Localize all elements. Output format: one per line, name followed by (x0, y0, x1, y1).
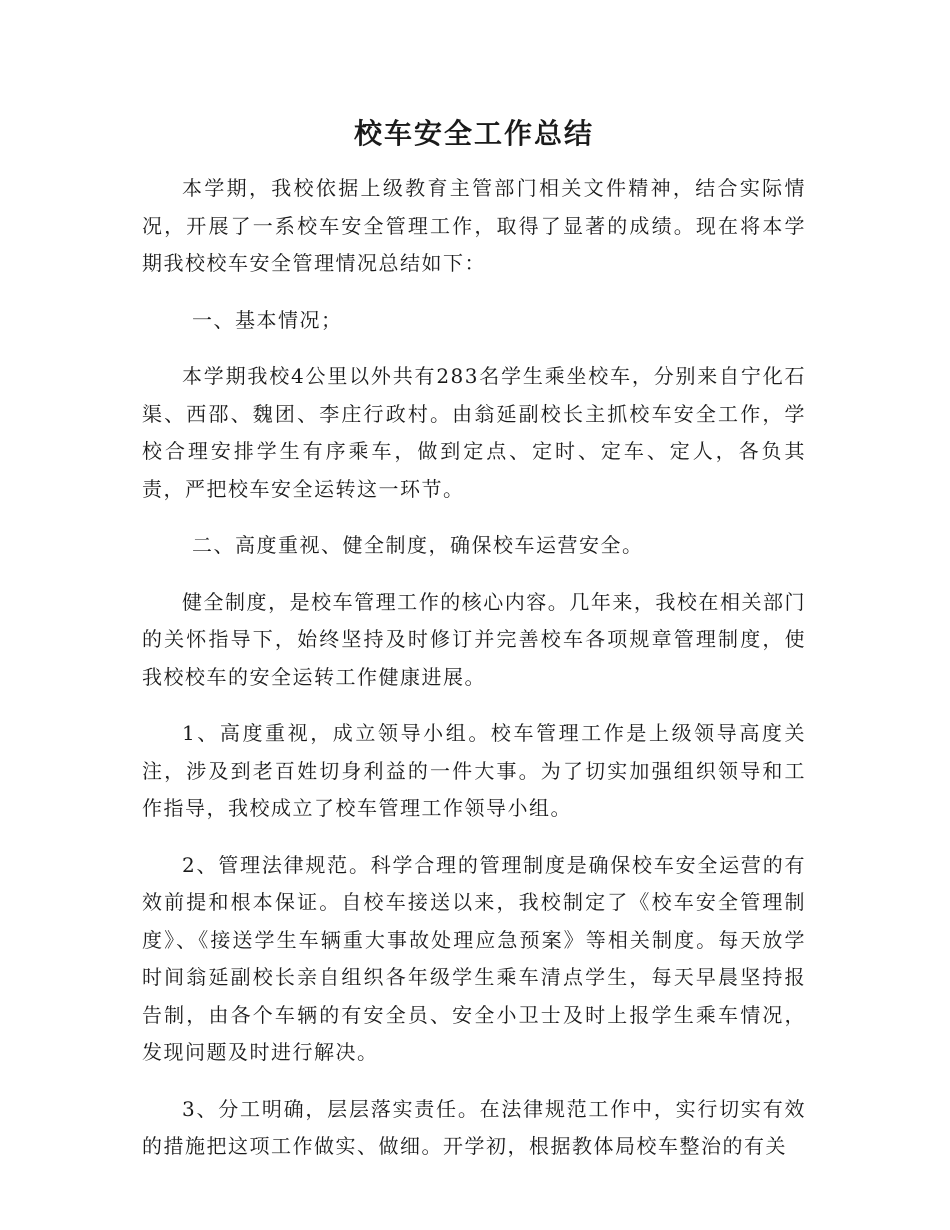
document-title: 校车安全工作总结 (353, 117, 594, 150)
intro-paragraph: 本学期，我校依据上级教育主管部门相关文件精神，结合实际情况，开展了一系校车安全管理工作，取得了显著的成绩。现在将本学期我校校车安全管理情况总结如下： (142, 176, 806, 275)
document-page (142, 112, 806, 1185)
section-heading-basic-situation: 一、基本情况； (192, 307, 343, 332)
section-heading-system: 二、高度重视、健全制度，确保校车运营安全。 (192, 533, 644, 557)
item-1-paragraph: 1、高度重视，成立领导小组。校车管理工作是上级领导高度关注，涉及到老百姓切身利益的一件大事。为了切实加强组织领导和工作指导，我校成立了校车管理工作领导小组。 (142, 721, 806, 820)
system-paragraph: 健全制度，是校车管理工作的核心内容。几年来，我校在相关部门的关怀指导下，始终坚持及时修订并完善校车各项规章管理制度，使我校校车的安全运转工作健康进展。 (142, 589, 806, 689)
basic-situation-paragraph: 本学期我校4公里以外共有283名学生乘坐校车，分别来自宁化石渠、西邵、魏团、李庄行政村。由翁延副校长主抓校车安全工作，学校合理安排学生有序乘车，做到定点、定时、定车、定人，各负其责，严把校车安全运转这一环节。 (142, 364, 806, 501)
item-2-paragraph: 2、管理法律规范。科学合理的管理制度是确保校车安全运营的有效前提和根本保证。自校车接送以来，我校制定了《校车安全管理制度》、《接送学生车辆重大事故处理应急预案》等相关制度。每天放学时间翁延副校长亲自组织各年级学生乘车清点学生，每天早晨坚持报告制，由各个车辆的有安全员、安全小卫士及时上报学生乘车情况，发现问题及时进行解决。 (142, 852, 806, 1064)
item-3-paragraph: 3、分工明确，层层落实责任。在法律规范工作中，实行切实有效的措施把这项工作做实、做细。开学初，根据教体局校车整治的有关 (142, 1096, 806, 1158)
